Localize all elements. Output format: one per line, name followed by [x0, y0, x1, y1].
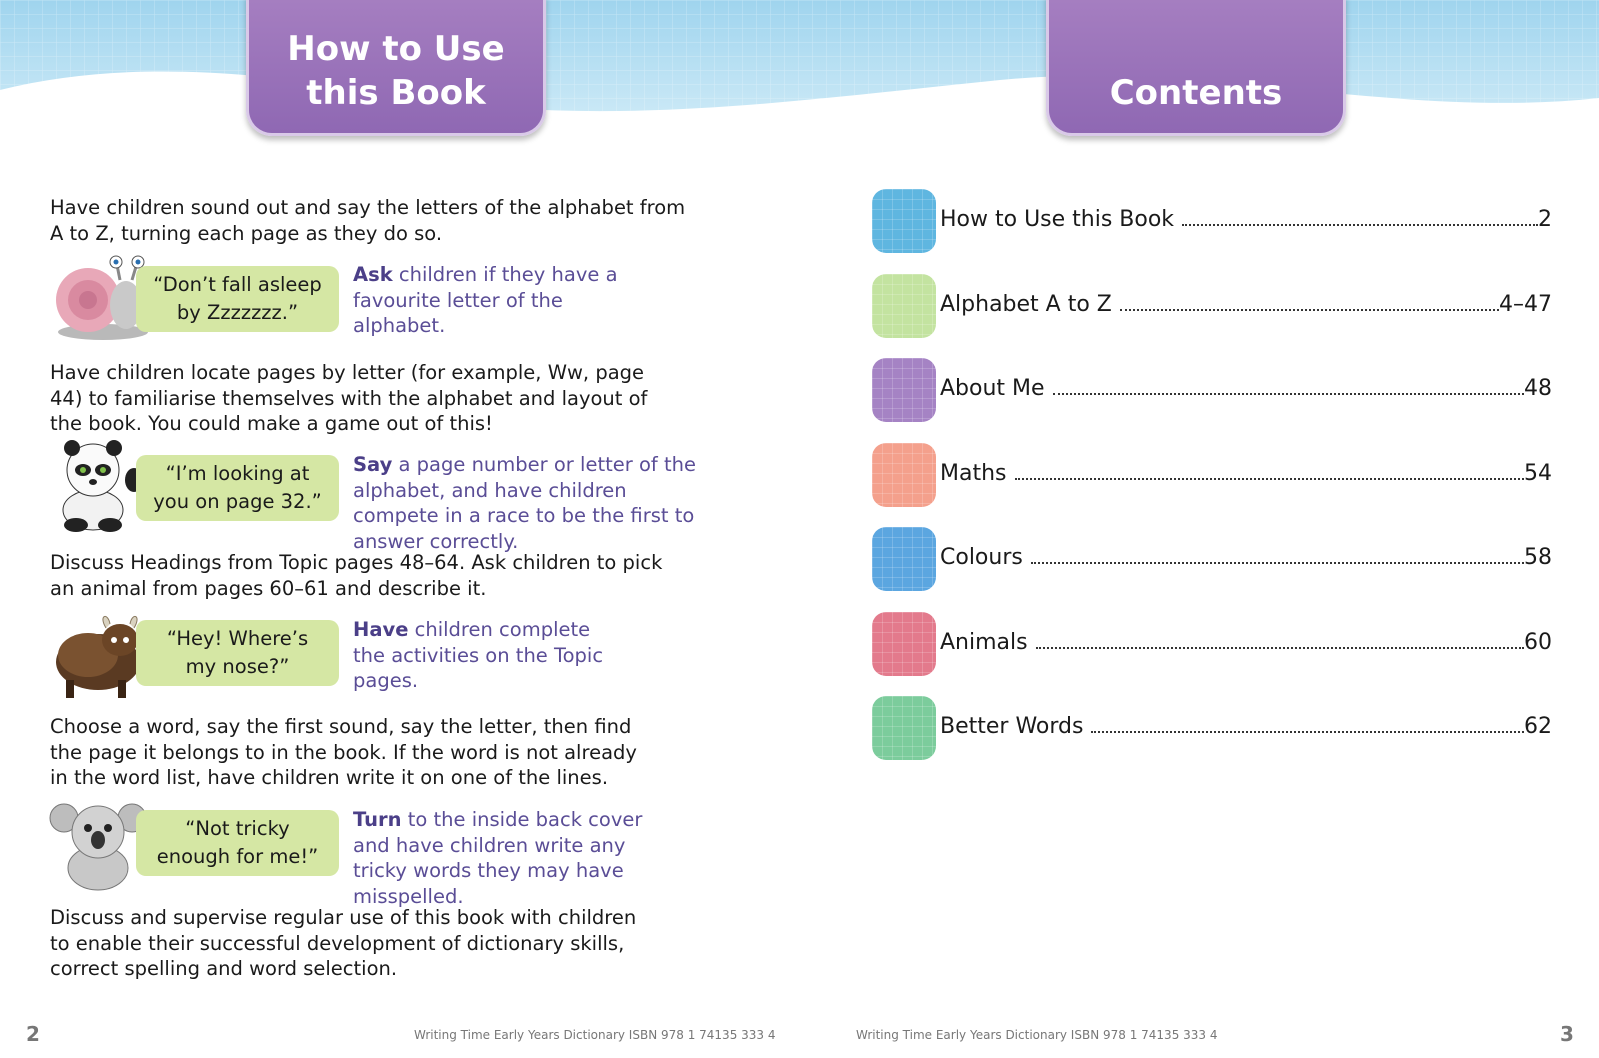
panda-icon	[48, 440, 148, 532]
tip-body: children complete the activities on the Topic pages.	[353, 618, 604, 692]
section-color-swatch	[872, 612, 936, 676]
bubble-line: “Hey! Where’s	[166, 627, 309, 650]
bubble-line: “Not tricky	[185, 817, 290, 840]
snail-icon	[48, 250, 148, 342]
tip-verb: Have	[353, 618, 409, 641]
bubble-line: “I’m looking at	[165, 462, 310, 485]
bubble-line: enough for me!”	[156, 845, 319, 868]
page-number-left: 2	[26, 1022, 40, 1046]
section-color-swatch	[872, 189, 936, 253]
toc-line	[940, 292, 1552, 317]
section-color-swatch	[872, 358, 936, 422]
instruction-paragraph: Discuss and supervise regular use of this book with children to enable their successful development of dictionary skills, correct spelling and word selection.	[50, 906, 637, 980]
header-banner	[0, 0, 1599, 140]
tip-verb: Ask	[353, 263, 393, 286]
toc-label: Colours	[940, 545, 1023, 570]
toc-entry[interactable]	[872, 612, 1552, 678]
tip-text	[353, 262, 643, 339]
toc-page-number: 4–47	[1499, 291, 1552, 317]
tip-verb: Say	[353, 453, 393, 476]
dot-leader	[1091, 731, 1524, 733]
yak-icon	[48, 610, 148, 702]
speech-bubble	[136, 266, 339, 332]
footer-left: Writing Time Early Years Dictionary ISBN 978 1 74135 333 4	[414, 1028, 776, 1042]
toc-label: About Me	[940, 376, 1045, 401]
instruction-paragraph: Choose a word, say the first sound, say the letter, then find the page it belongs to in the book. If the word is not already in the word list, have children write it on one of the lines.	[50, 715, 637, 789]
toc-entry[interactable]	[872, 274, 1552, 340]
dot-leader	[1036, 647, 1524, 649]
toc-entry[interactable]	[872, 527, 1552, 593]
toc-line	[940, 207, 1552, 232]
instruction-paragraph: Discuss Headings from Topic pages 48–64. Ask children to pick an animal from pages 60–61 and describe it.	[50, 551, 663, 600]
toc-label: Better Words	[940, 714, 1084, 739]
page-title-line-2: this Book	[306, 73, 486, 113]
dot-leader	[1015, 478, 1525, 480]
speech-bubble	[136, 455, 339, 521]
tip-text	[353, 452, 708, 554]
section-color-swatch	[872, 274, 936, 338]
toc-page-number: 60	[1524, 629, 1552, 655]
contents-title: Contents	[1109, 73, 1283, 113]
section-color-swatch	[872, 443, 936, 507]
toc-page-number: 2	[1538, 207, 1552, 232]
dot-leader	[1031, 562, 1524, 564]
toc-entry[interactable]	[872, 443, 1552, 509]
instruction-paragraph: Have children locate pages by letter (for example, Ww, page 44) to familiarise themselves with the alphabet and layout of the book. You could make a game out of this!	[50, 361, 648, 435]
speech-bubble	[136, 810, 339, 876]
toc-page-number: 58	[1524, 545, 1552, 570]
page-title-line-1: How to Use	[287, 29, 505, 69]
tip-body: a page number or letter of the alphabet, and have children compete in a race to be the first to answer correctly.	[353, 453, 696, 553]
section-color-swatch	[872, 696, 936, 760]
dot-leader	[1053, 393, 1524, 395]
footer-right: Writing Time Early Years Dictionary ISBN 978 1 74135 333 4	[856, 1028, 1218, 1042]
toc-label: How to Use this Book	[940, 207, 1175, 232]
toc-page-number: 62	[1524, 714, 1552, 739]
intro-paragraph: Have children sound out and say the letters of the alphabet from A to Z, turning each page as they do so.	[50, 196, 686, 245]
bubble-line: my nose?”	[185, 655, 290, 678]
contents-title-tab	[1046, 0, 1346, 136]
toc-line	[940, 630, 1552, 655]
toc-page-number: 48	[1524, 376, 1552, 401]
toc-line	[940, 714, 1552, 739]
toc-label: Alphabet A to Z	[940, 291, 1112, 317]
toc-entry[interactable]	[872, 358, 1552, 424]
page-number-right: 3	[1560, 1022, 1574, 1046]
toc-page-number: 54	[1524, 460, 1552, 486]
dot-leader	[1120, 309, 1499, 311]
toc-line	[940, 376, 1552, 401]
toc-line	[940, 461, 1552, 486]
bubble-line: “Don’t fall asleep	[153, 273, 322, 296]
toc-entry[interactable]	[872, 189, 1552, 255]
tip-verb: Turn	[353, 808, 402, 831]
page-title-tab	[246, 0, 546, 136]
koala-icon	[48, 800, 148, 892]
section-color-swatch	[872, 527, 936, 591]
dot-leader	[1182, 224, 1538, 226]
tip-text	[353, 617, 613, 694]
bubble-line: you on page 32.”	[153, 490, 322, 513]
tip-body: children if they have a favourite letter of the alphabet.	[353, 263, 618, 337]
toc-label: Maths	[940, 460, 1007, 486]
toc-line	[940, 545, 1552, 570]
toc-entry[interactable]	[872, 696, 1552, 762]
tip-body: to the inside back cover and have children write any tricky words they may have misspelled.	[353, 808, 643, 908]
bubble-line: by Zzzzzzz.”	[176, 301, 299, 324]
toc-label: Animals	[940, 629, 1028, 655]
speech-bubble	[136, 620, 339, 686]
tip-text	[353, 807, 653, 909]
